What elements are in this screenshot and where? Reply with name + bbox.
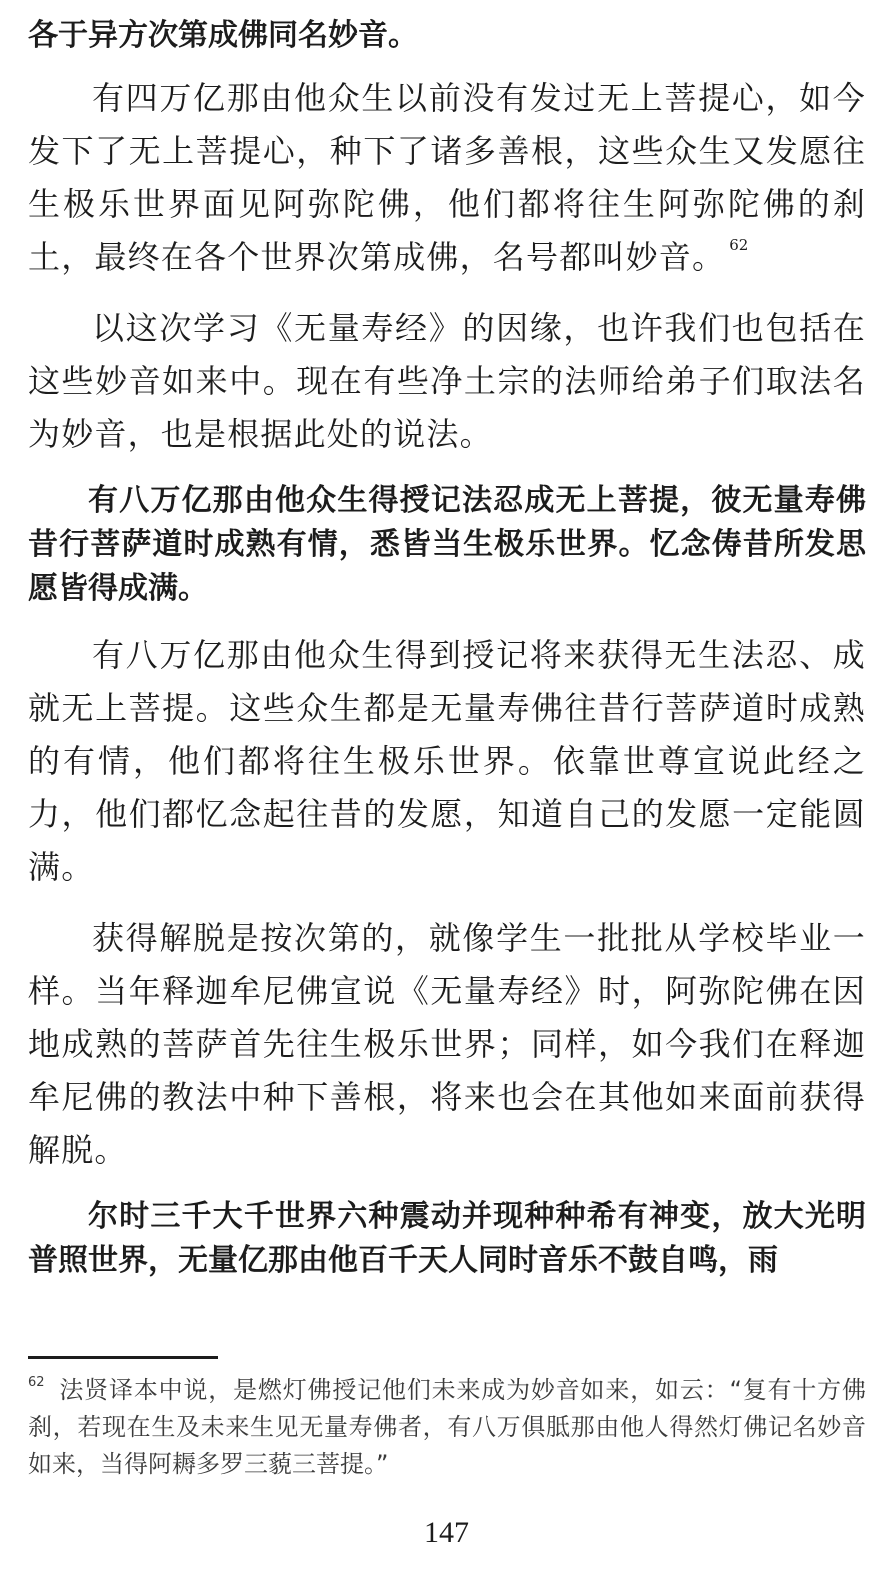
commentary-paragraph: 有四万亿那由他众生以前没有发过无上菩提心，如今发下了无上菩提心，种下了诸多善根，这些众生又发愿往生极乐世界面见阿弥陀佛，他们都将往生阿弥陀佛的刹土，最终在各个世界次第成佛，名号都叫妙音。 $^{62}$: [28, 79, 866, 276]
footnote-text: 法贤译本中说，是燃灯佛授记他们未来成为妙音如来，如云：“复有十方佛刹，若现在生及未来生见无量寿佛者，有八万俱胝那由他人得然灯佛记名妙音如来，当得阿耨多罗三藐三菩提。”: [28, 1376, 866, 1478]
sutra-quote-paragraph: 尔时三千大千世界六种震动并现种种希有神变，放大光明普照世界，无量亿那由他百千天人同时音乐不鼓自鸣，雨: [28, 1199, 866, 1278]
page-number: 147: [424, 1516, 469, 1549]
commentary-paragraph: 有八万亿那由他众生得到授记将来获得无生法忍、成就无上菩提。这些众生都是无量寿佛往昔行菩萨道时成熟的有情，他们都将往生极乐世界。依靠世尊宣说此经之力，他们都忆念起往昔的发愿，知道自己的发愿一定能圆满。: [28, 636, 866, 886]
commentary-paragraph: 获得解脱是按次第的，就像学生一批批从学校毕业一样。当年释迦牟尼佛宣说《无量寿经》时，阿弥陀佛在因地成熟的菩萨首先往生极乐世界；同样，如今我们在释迦牟尼佛的教法中种下善根，将来也会在其他如来面前获得解脱。: [28, 919, 866, 1169]
footnote-reference[interactable]: 62: [729, 236, 749, 254]
sutra-quote-paragraph: 有八万亿那由他众生得授记法忍成无上菩提，彼无量寿佛昔行菩萨道时成熟有情，悉皆当生极乐世界。忆念俦昔所发思愿皆得成满。: [28, 483, 866, 606]
footnote-number: 62: [28, 1375, 45, 1390]
footnote-divider: [28, 1356, 218, 1359]
footnote: [28, 1372, 866, 1483]
page-body: [28, 14, 866, 1283]
quote-continuation: 各于异方次第成佛同名妙音。: [28, 18, 418, 53]
commentary-paragraph: 以这次学习《无量寿经》的因缘，也许我们也包括在这些妙音如来中。现在有些净土宗的法师给弟子们取法名为妙音，也是根据此处的说法。: [28, 309, 866, 453]
